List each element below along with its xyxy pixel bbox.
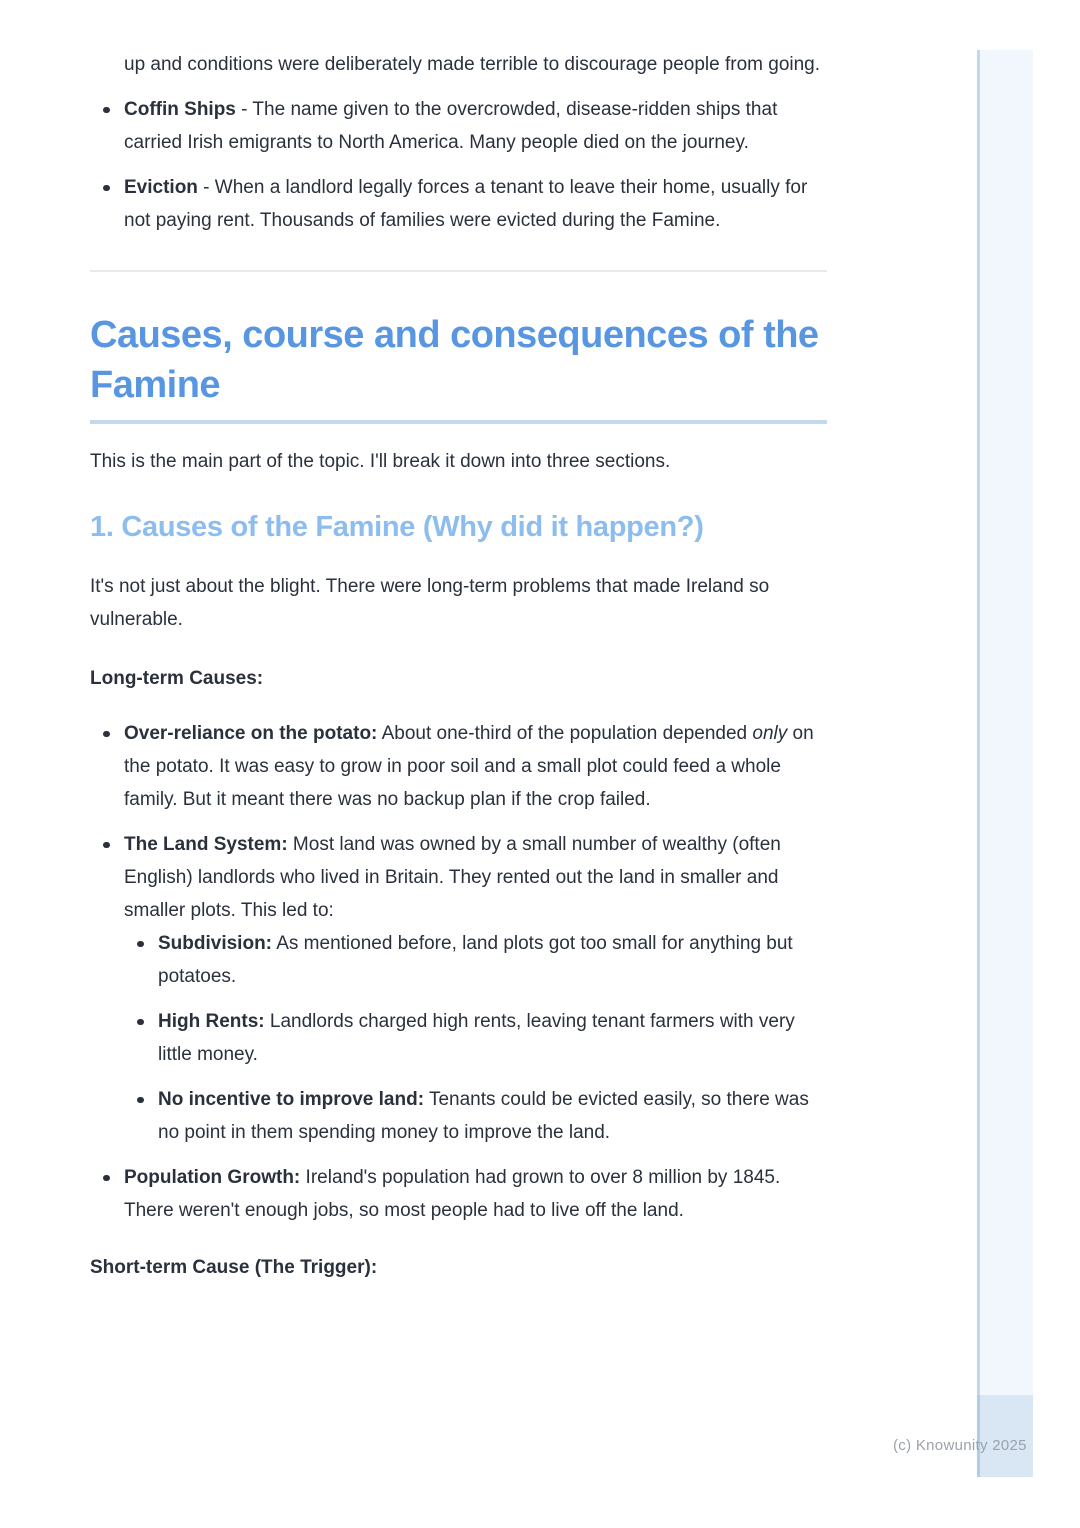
long-term-causes-list <box>90 717 827 1227</box>
cause-item-land-system <box>90 828 827 1149</box>
subcause-text: Landlords charged high rents, leaving tenant farmers with very little money. <box>158 1011 795 1065</box>
cause-term: Over-reliance on the potato: <box>124 723 378 744</box>
subcause-item-subdivision <box>124 927 827 993</box>
subcause-term: High Rents: <box>158 1011 265 1032</box>
glossary-term: Eviction <box>124 177 198 198</box>
cause-item-population-growth <box>90 1161 827 1227</box>
section-title: Causes, course and consequences of the Famine <box>90 314 819 406</box>
document-page <box>90 0 827 1284</box>
subsection-title-causes: 1. Causes of the Famine (Why did it happen?) <box>90 511 704 543</box>
section-title-underline <box>90 420 827 424</box>
section-intro-paragraph: This is the main part of the topic. I'll break it down into three sections. <box>90 451 671 472</box>
land-system-sublist <box>124 927 827 1149</box>
subcause-term: Subdivision: <box>158 933 272 954</box>
section-divider <box>90 270 827 272</box>
cause-text-italic: only <box>752 723 788 744</box>
glossary-item-coffin-ships <box>90 93 827 159</box>
subcause-text: Tenants could be evicted easily, so there was no point in them spending money to improve the land. <box>158 1089 809 1143</box>
glossary-item-eviction <box>90 171 827 237</box>
long-term-causes-label: Long-term Causes: <box>90 668 264 689</box>
cause-term: The Land System: <box>124 834 288 855</box>
glossary-list <box>90 93 827 237</box>
cause-item-potato-reliance <box>90 717 827 816</box>
cause-text: Ireland's population had grown to over 8 million by 1845. There weren't enough jobs, so most people had to live off the land. <box>124 1167 781 1221</box>
glossary-continuation-paragraph: up and conditions were deliberately made terrible to discourage people from going. <box>124 54 821 75</box>
cause-text: About one-third of the population depended <box>377 723 753 744</box>
short-term-cause-label: Short-term Cause (The Trigger): <box>90 1257 378 1278</box>
glossary-definition: - When a landlord legally forces a tenant to leave their home, usually for not paying rent. Thousands of families were evicted during the Famine. <box>124 177 808 231</box>
cause-text: on the potato. It was easy to grow in poor soil and a small plot could feed a whole family. But it meant there was no backup plan if the crop failed. <box>124 723 814 810</box>
glossary-definition: - The name given to the overcrowded, disease-ridden ships that carried Irish emigrants to North America. Many people died on the journey. <box>124 99 778 153</box>
subcause-term: No incentive to improve land: <box>158 1089 425 1110</box>
subcause-text: As mentioned before, land plots got too small for anything but potatoes. <box>158 933 793 987</box>
causes-intro-paragraph: It's not just about the blight. There were long-term problems that made Ireland so vulnerable. <box>90 576 770 630</box>
page-scrollbar-track[interactable] <box>977 50 1033 1477</box>
subcause-item-no-incentive <box>124 1083 827 1149</box>
cause-text: Most land was owned by a small number of wealthy (often English) landlords who lived in Britain. They rented out the land in smaller and smaller plots. This led to: <box>124 834 781 921</box>
glossary-term: Coffin Ships <box>124 99 236 120</box>
subcause-item-high-rents <box>124 1005 827 1071</box>
watermark: (c) Knowunity 2025 <box>893 1437 1027 1454</box>
cause-term: Population Growth: <box>124 1167 301 1188</box>
